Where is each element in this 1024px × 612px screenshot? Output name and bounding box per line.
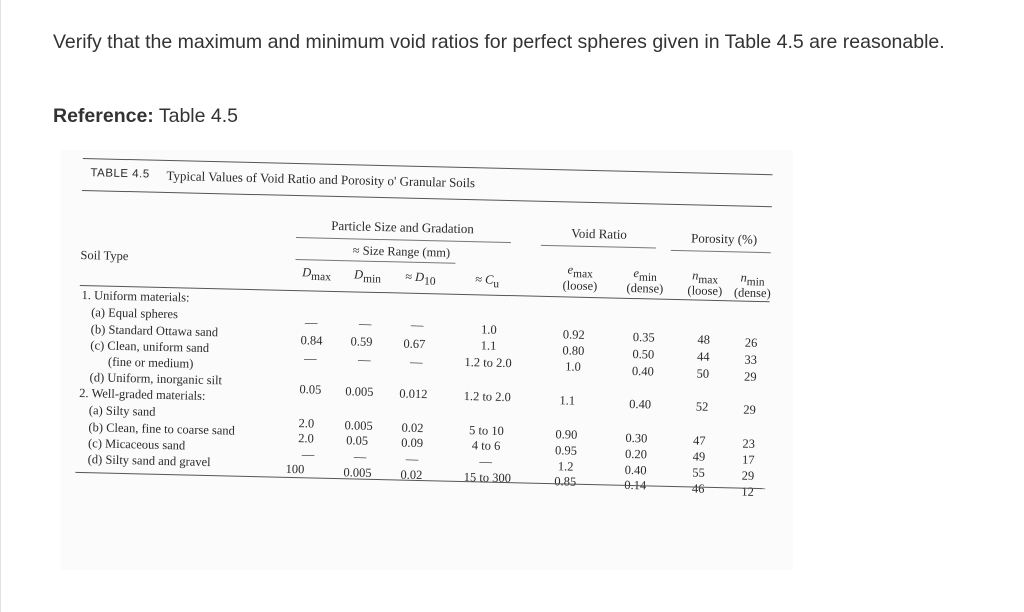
col-emax-sub: max bbox=[572, 268, 594, 281]
col-nmin-note: (dense) bbox=[733, 285, 771, 301]
col-d10-sub: 10 bbox=[423, 275, 436, 288]
cell-c-emin: 0.40 bbox=[631, 363, 655, 379]
cell-wb-d10: 0.09 bbox=[401, 435, 424, 451]
particle-rule bbox=[296, 237, 511, 243]
cell-a-nmin: 26 bbox=[744, 335, 758, 350]
col-dmax-sub: max bbox=[310, 270, 332, 284]
cell-b-nmax: 44 bbox=[696, 349, 710, 364]
cell-wa-d10: 0.02 bbox=[401, 420, 424, 436]
cell-wb-emin: 0.20 bbox=[624, 446, 648, 462]
cell-wb-dmax: 2.0 bbox=[298, 431, 315, 446]
cell-wa-nmax: 47 bbox=[692, 433, 706, 448]
cell-wb-emax: 0.95 bbox=[554, 443, 578, 458]
cell-a-d10: — bbox=[410, 317, 424, 333]
cell-wa-nmin: 23 bbox=[742, 436, 756, 451]
col-nmin-symbol: n bbox=[740, 270, 748, 285]
col-emax-note: (loose) bbox=[562, 278, 598, 294]
cell-wa-emin: 0.30 bbox=[625, 430, 648, 446]
cell-wa-emax: 0.90 bbox=[555, 427, 578, 442]
cell-c-d10: — bbox=[409, 354, 423, 370]
col-d10 bbox=[405, 270, 436, 288]
cell-wd-dmax: 100 bbox=[285, 461, 305, 477]
cell-b-cu: 1.1 bbox=[480, 338, 497, 353]
cell-wd-emax: 0.85 bbox=[554, 474, 577, 489]
cell-b-nmin: 33 bbox=[744, 352, 758, 367]
cell-d-cu: 1.2 to 2.0 bbox=[463, 389, 512, 405]
cell-wc-emax: 1.2 bbox=[557, 459, 574, 474]
col-dmin-sub: min bbox=[362, 273, 382, 286]
row-silty-sand: (a) Silty sand bbox=[88, 403, 156, 419]
cell-wd-nmin: 12 bbox=[741, 484, 755, 499]
col-dmax-symbol: D bbox=[302, 265, 312, 280]
reference-label: Reference: bbox=[53, 105, 154, 127]
cell-wd-cu: 15 to 300 bbox=[463, 470, 512, 486]
cell-c-nmax: 50 bbox=[696, 366, 710, 381]
cell-c-dmax: — bbox=[303, 351, 317, 366]
cell-b-emax: 0.80 bbox=[562, 343, 585, 358]
question-text: Verify that the maximum and minimum void ratios for perfect spheres given in Table 4.5 are reasonable. bbox=[53, 31, 945, 53]
cell-b-d10: 0.67 bbox=[403, 336, 426, 352]
col-soil-type: Soil Type bbox=[80, 247, 129, 264]
cell-b-dmax: 0.84 bbox=[300, 333, 323, 348]
table-image bbox=[61, 150, 793, 570]
cell-wc-dmax: — bbox=[301, 447, 315, 462]
table-label: TABLE 4.5 bbox=[90, 167, 150, 181]
row-fine-or-medium: (fine or medium) bbox=[107, 354, 194, 371]
cell-d-emax: 1.1 bbox=[559, 393, 576, 408]
cell-c-emax: 1.0 bbox=[565, 359, 582, 374]
cell-wc-cu: — bbox=[479, 454, 493, 469]
cell-c-cu: 1.2 to 2.0 bbox=[464, 355, 512, 371]
porosity-rule bbox=[671, 250, 771, 253]
cell-wd-emin: 0.14 bbox=[624, 477, 647, 493]
cell-wa-dmax: 2.0 bbox=[298, 416, 315, 431]
col-emax-symbol: e bbox=[567, 262, 574, 277]
cell-d-nmax: 52 bbox=[695, 399, 709, 414]
row-equal-spheres: (a) Equal spheres bbox=[91, 305, 179, 322]
cell-wb-cu: 4 to 6 bbox=[471, 438, 501, 453]
cell-a-emax: 0.92 bbox=[562, 327, 585, 342]
cell-d-nmin: 29 bbox=[743, 402, 756, 417]
col-nmax-sub: max bbox=[698, 274, 719, 287]
cell-a-dmin: — bbox=[358, 316, 372, 331]
cell-wb-nmin: 17 bbox=[741, 452, 755, 467]
cell-d-d10: 0.012 bbox=[399, 386, 428, 402]
cell-wc-dmin: — bbox=[353, 449, 367, 464]
cell-wd-nmax: 46 bbox=[691, 481, 705, 496]
col-nmax-note: (loose) bbox=[687, 283, 723, 299]
cell-wa-cu: 5 to 10 bbox=[468, 423, 505, 438]
cell-wc-d10: — bbox=[405, 451, 419, 466]
row-ottawa-sand: (b) Standard Ottawa sand bbox=[90, 322, 219, 340]
col-emin-sub: min bbox=[638, 271, 658, 285]
cell-c-nmin: 29 bbox=[743, 369, 757, 384]
cell-wb-nmax: 49 bbox=[692, 449, 706, 464]
soil-table bbox=[74, 150, 773, 566]
cell-a-dmax: — bbox=[304, 315, 318, 330]
cell-b-dmin: 0.59 bbox=[350, 334, 373, 349]
row-clean-fine-coarse: (b) Clean, fine to coarse sand bbox=[88, 420, 236, 438]
col-d10-symbol: ≈ D bbox=[404, 269, 425, 285]
row-uniform: 1. Uniform materials: bbox=[81, 288, 190, 305]
row-inorganic-silt: (d) Uniform, inorganic silt bbox=[89, 370, 223, 388]
col-dmax bbox=[302, 265, 331, 283]
col-emin-symbol: e bbox=[633, 266, 640, 281]
cell-d-emin: 0.40 bbox=[629, 396, 652, 412]
col-dmin bbox=[354, 267, 381, 285]
col-nmax-symbol: n bbox=[692, 268, 699, 283]
cell-wb-dmin: 0.05 bbox=[346, 433, 369, 448]
row-micaceous-sand: (c) Micaceous sand bbox=[87, 436, 186, 453]
header-void: Void Ratio bbox=[571, 225, 628, 242]
col-cu-sub: u bbox=[493, 278, 500, 291]
col-cu-symbol: ≈ C bbox=[474, 272, 494, 287]
table-caption: Typical Values of Void Ratio and Porosity o' Granular Soils bbox=[166, 167, 476, 191]
col-emin-note: (dense) bbox=[626, 280, 664, 296]
row-clean-uniform-sand: (c) Clean, uniform sand bbox=[90, 338, 210, 356]
cell-a-cu: 1.0 bbox=[480, 322, 497, 337]
cell-wa-dmin: 0.005 bbox=[344, 418, 373, 433]
cell-d-dmin: 0.005 bbox=[345, 384, 374, 399]
cell-c-dmin: — bbox=[357, 352, 371, 367]
cell-a-nmax: 48 bbox=[697, 332, 711, 347]
cell-a-emin: 0.35 bbox=[632, 330, 655, 345]
row-silty-sand-gravel: (d) Silty sand and gravel bbox=[87, 452, 211, 470]
caption-rule bbox=[82, 190, 772, 207]
cell-wc-nmax: 55 bbox=[692, 465, 705, 480]
header-size-range: ≈ Size Range (mm) bbox=[352, 243, 451, 260]
cell-wc-emin: 0.40 bbox=[624, 462, 647, 478]
cell-wd-d10: 0.02 bbox=[400, 467, 423, 483]
header-particle: Particle Size and Gradation bbox=[331, 217, 475, 237]
col-nmin-sub: min bbox=[746, 276, 765, 289]
cell-b-emin: 0.50 bbox=[632, 347, 655, 362]
reference-line bbox=[53, 105, 238, 128]
row-well-graded: 2. Well-graded materials: bbox=[79, 385, 206, 403]
reference-value: Table 4.5 bbox=[153, 105, 239, 127]
col-dmin-symbol: D bbox=[353, 267, 364, 282]
cell-wc-nmin: 29 bbox=[741, 468, 755, 483]
cell-d-dmax: 0.05 bbox=[299, 382, 322, 397]
cell-wd-dmin: 0.005 bbox=[343, 465, 372, 480]
header-porosity: Porosity (%) bbox=[690, 230, 758, 247]
col-cu bbox=[475, 272, 499, 290]
void-rule bbox=[541, 245, 656, 249]
